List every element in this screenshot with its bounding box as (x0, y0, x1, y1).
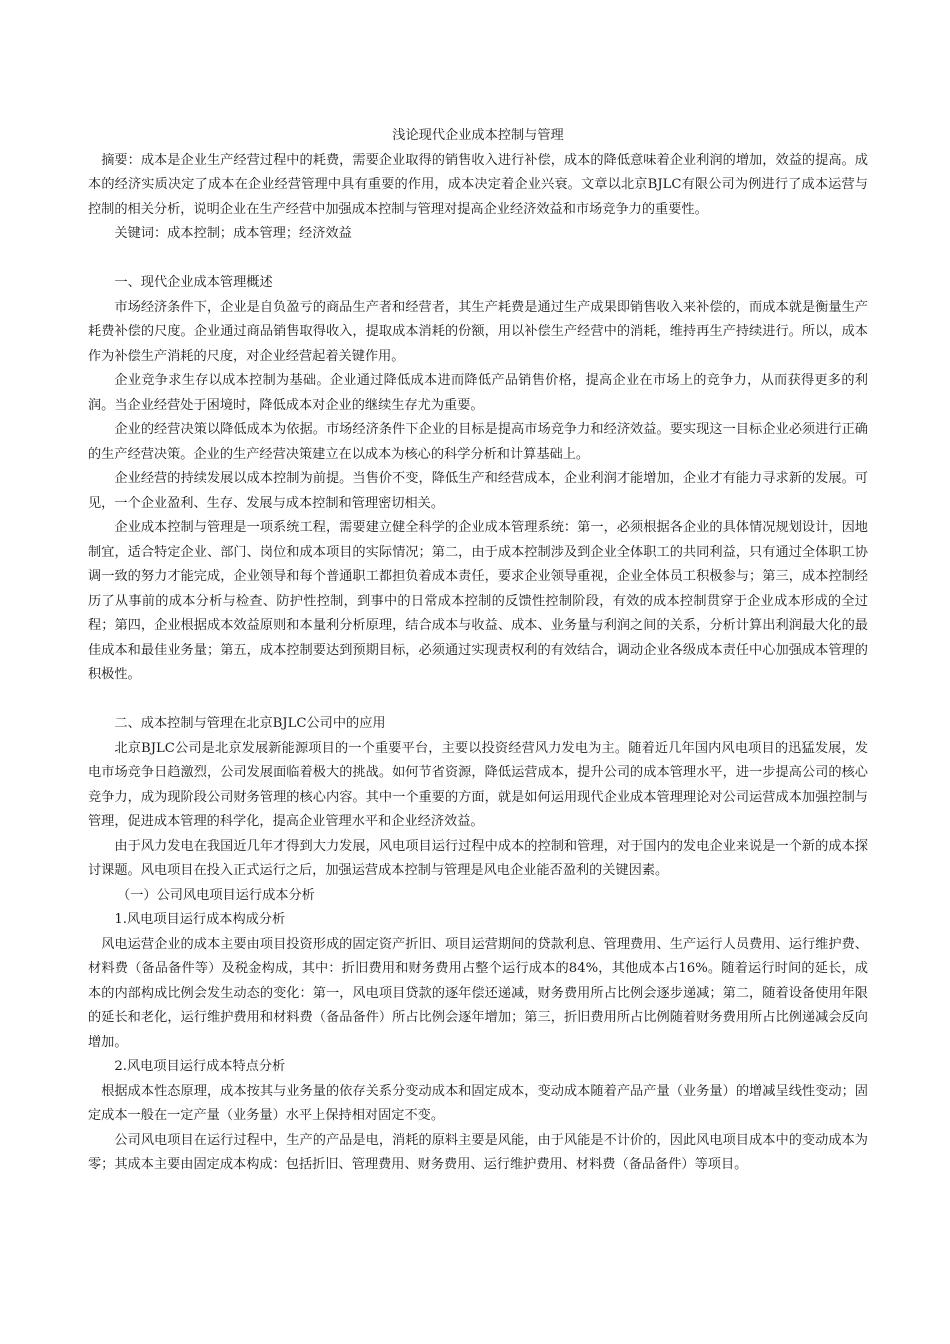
blank-line (88, 247, 868, 272)
body-paragraph: 企业成本控制与管理是一项系统工程，需要建立健全科学的企业成本管理系统：第一，必须根据各企业的具体情况规划设计，因地制宜，适合特定企业、部门、岗位和成本项目的实际情况；第二，由于成本控制涉及到企业全体职工的共同利益，只有通过全体职工协调一致的努力才能完成，企业领导和每个普通职工都担负着成本责任，要求企业领导重视，企业全体员工积极参与；第三，成本控制经历了从事前的成本分析与检查、防护性控制，到事中的日常成本控制的反馈性控制阶段，有效的成本控制贯穿于企业成本形成的全过程；第四，企业根据成本效益原则和本量利分析原理，结合成本与收益、成本、业务量与利润之间的关系，分析计算出利润最大化的最佳成本和最佳业务量；第五，成本控制要达到预期目标，必须通过实现责权利的有效结合，调动企业各级成本责任中心加强成本管理的积极性。 (88, 520, 868, 682)
body-paragraph: 市场经济条件下，企业是自负盈亏的商品生产者和经营者，其生产耗费是通过生产成果即销售收入来补偿的，而成本就是衡量生产耗费补偿的尺度。企业通过商品销售取得收入，提取成本消耗的份额，用以补偿生产经营中的消耗，维持再生产持续进行。所以，成本作为补偿生产消耗的尺度，对企业经营起着关键作用。 (88, 299, 868, 364)
body-paragraph: 由于风力发电在我国近几年才得到大力发展，风电项目运行过程中成本的控制和管理，对于国内的发电企业来说是一个新的成本探讨课题。风电项目在投入正式运行之后，加强运营成本控制与管理是风电企业能否盈利的关键因素。 (88, 838, 868, 878)
body-paragraph: 企业的经营决策以降低成本为依据。市场经济条件下企业的目标是提高市场竞争力和经济效益。要实现这一目标企业必须进行正确的生产经营决策。企业的生产经营决策建立在以成本为核心的科学分析和计算基础上。 (88, 422, 868, 462)
body-paragraph: 根据成本性态原理，成本按其与业务量的依存关系分变动成本和固定成本，变动成本随着产品产量（业务量）的增减呈线性变动；固定成本一般在一定产量（业务量）水平上保持相对固定不变。 (88, 1083, 868, 1123)
document-title: 浅论现代企业成本控制与管理 (392, 128, 564, 143)
body-paragraph: 企业经营的持续发展以成本控制为前提。当售价不变，降低生产和经营成本，企业利润才能增加，企业才有能力寻求新的发展。可见，一个企业盈利、生存、发展与成本控制和管理密切相关。 (88, 471, 868, 511)
document-page (88, 124, 868, 1178)
body-paragraph: 公司风电项目在运行过程中，生产的产品是电，消耗的原料主要是风能，由于风能是不计价的，因此风电项目成本中的变动成本为零；其成本主要由固定成本构成：包括折旧、管理费用、财务费用、运行维护费用、材料费（备品备件）等项目。 (88, 1132, 868, 1172)
body-paragraph: 北京BJLC公司是北京发展新能源项目的一个重要平台，主要以投资经营风力发电为主。随着近几年国内风电项目的迅猛发展，发电市场竞争日趋激烈，公司发展面临着极大的挑战。如何节省资源，降低运营成本，提升公司的成本管理水平，进一步提高公司的核心竞争力，成为现阶段公司财务管理的核心内容。其中一个重要的方面，就是如何运用现代企业成本管理理论对公司运营成本加强控制与管理，促进成本管理的科学化，提高企业管理水平和企业经济效益。 (88, 740, 868, 829)
body-paragraph: 风电运营企业的成本主要由项目投资形成的固定资产折旧、项目运营期间的贷款利息、管理费用、生产运行人员费用、运行维护费、材料费（备品备件等）及税金构成，其中：折旧费用和财务费用占整个运行成本的84%，其他成本占16%。随着运行时间的延长，成本的内部构成比例会发生动态的变化：第一，风电项目贷款的逐年偿还递减，财务费用所占比例会逐步递减；第二，随着设备使用年限的延长和老化，运行维护费用和材料费（备品备件）所占比例会逐年增加；第三，折旧费用所占比例随着财务费用所占比例递减会反向增加。 (88, 936, 868, 1050)
blank-line (88, 688, 868, 713)
section-heading: 二、成本控制与管理在北京BJLC公司中的应用 (114, 716, 386, 731)
abstract-paragraph: 摘要：成本是企业生产经营过程中的耗费，需要企业取得的销售收入进行补偿，成本的降低意味着企业利润的增加，效益的提高。成本的经济实质决定了成本在企业经营管理中具有重要的作用，成本决定着企业兴衰。文章以北京BJLC有限公司为例进行了成本运营与控制的相关分析，说明企业在生产经营中加强成本控制与管理对提高企业经济效益和市场竞争力的重要性。 (88, 152, 868, 217)
item-heading: 2.风电项目运行成本特点分析 (114, 1059, 286, 1074)
subsection-heading: （一）公司风电项目运行成本分析 (117, 887, 315, 903)
body-paragraph: 企业竞争求生存以成本控制为基础。企业通过降低成本进而降低产品销售价格，提高企业在市场上的竞争力，从而获得更多的利润。当企业经营处于困境时，降低成本对企业的继续生存尤为重要。 (88, 373, 868, 413)
item-heading: 1.风电项目运行成本构成分析 (114, 912, 286, 927)
keywords-line: 关键词：成本控制；成本管理；经济效益 (114, 226, 352, 241)
section-heading: 一、现代企业成本管理概述 (114, 275, 273, 290)
